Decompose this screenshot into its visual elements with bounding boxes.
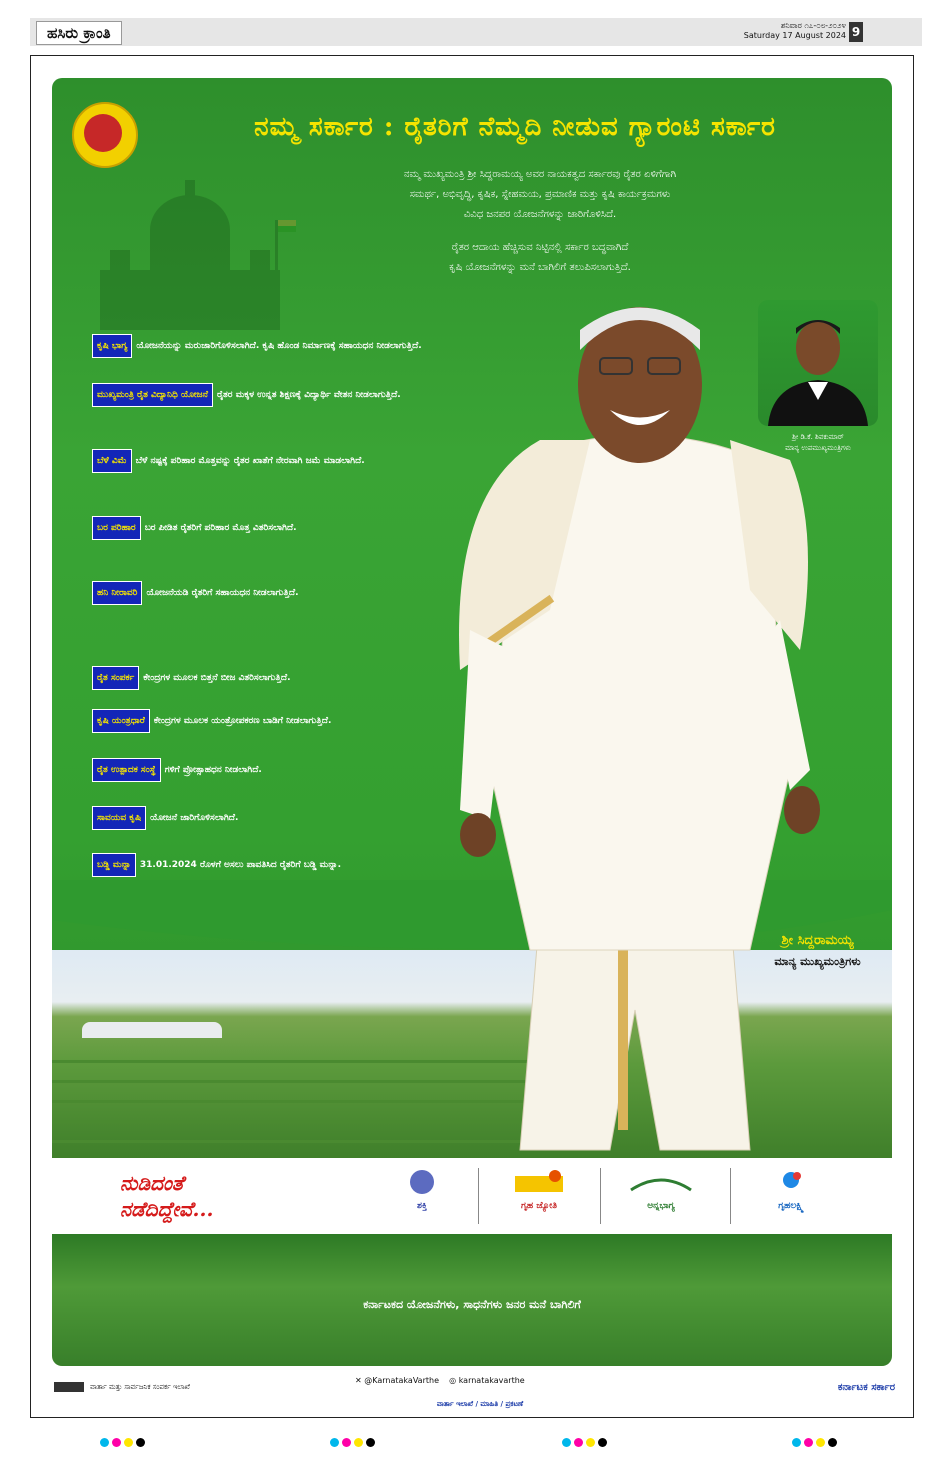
logo-label: ಗೃಹ ಜ್ಯೋತಿ	[520, 1201, 558, 1211]
scheme-tag: ಬರ ಪರಿಹಾರ	[92, 516, 141, 540]
instagram-icon: ◎	[449, 1376, 457, 1385]
scheme-tag: ಮುಖ್ಯಮಂತ್ರಿ ರೈತ ವಿದ್ಯಾನಿಧಿ ಯೋಜನೆ	[92, 383, 213, 407]
issue-date-en: Saturday 17 August 2024	[743, 31, 846, 40]
intro-line: ಕೃಷಿ ಯೋಜನೆಗಳನ್ನು ಮನೆ ಬಾಗಿಲಿಗೆ ತಲುಪಿಸಲಾಗುತ್ತಿದೆ.	[449, 262, 631, 273]
scheme-item	[92, 666, 452, 690]
scheme-item	[92, 758, 482, 782]
ad-headline: ನಮ್ಮ ಸರ್ಕಾರ : ರೈತರಿಗೆ ನೆಮ್ಮದಿ ನೀಡುವ ಗ್ಯಾರಂಟಿ ಸರ್ಕಾರ	[254, 112, 776, 142]
anna-bhagya-logo-icon	[626, 1168, 696, 1198]
dept-logo-icon	[54, 1382, 84, 1392]
newspaper-title: ಹಸಿರು ಕ್ರಾಂತಿ	[36, 21, 122, 45]
deputy-cm-role: ಮಾನ್ಯ ಉಪಮುಖ್ಯಮಂತ್ರಿಗಳು	[785, 444, 851, 452]
scheme-text: ಯೋಜನೆಯಡಿ ರೈತರಿಗೆ ಸಹಾಯಧನ ನೀಡಲಾಗುತ್ತಿದೆ.	[146, 588, 299, 598]
color-registration-marks	[562, 1438, 607, 1450]
scheme-tag: ಸಾವಯವ ಕೃಷಿ	[92, 806, 146, 830]
chief-minister-photo	[430, 290, 850, 1160]
scheme-text: ಬರ ಪೀಡಿತ ರೈತರಿಗೆ ಪರಿಹಾರ ಮೊತ್ತ ವಿತರಿಸಲಾಗಿದೆ.	[144, 523, 297, 533]
cm-name: ಶ್ರೀ ಸಿದ್ದರಾಮಯ್ಯ	[781, 933, 854, 948]
scheme-tag: ಹನಿ ನೀರಾವರಿ	[92, 581, 142, 605]
gruha-lakshmi-logo-icon	[761, 1168, 821, 1198]
issue-date	[736, 21, 846, 41]
footer-credits: ವಾರ್ತಾ ಇಲಾಖೆ / ಮಾಹಿತಿ / ಪ್ರಕಟಣೆ	[436, 1400, 524, 1408]
slogan	[120, 1170, 310, 1222]
scheme-text: ಯೋಜನೆ ಜಾರಿಗೊಳಿಸಲಾಗಿದೆ.	[150, 813, 239, 823]
slogan-line-1: ನುಡಿದಂತೆ	[120, 1171, 184, 1195]
scheme-text: ಕೇಂದ್ರಗಳ ಮೂಲಕ ಯಂತ್ರೋಪಕರಣ ಬಾಡಿಗೆ ನೀಡಲಾಗುತ್ತಿದೆ.	[153, 716, 332, 726]
issue-date-kn: ಶನಿವಾರ ೧೭-೦೮-೨೦೨೪	[780, 21, 846, 30]
logo-label: ಗೃಹಲಕ್ಷ್ಮಿ	[778, 1201, 804, 1211]
color-registration-marks	[792, 1438, 837, 1450]
page-number: 9	[849, 22, 863, 42]
intro-line: ನಮ್ಮ ಮುಖ್ಯಮಂತ್ರಿ ಶ್ರೀ ಸಿದ್ದರಾಮಯ್ಯ ಅವರ ನಾಯಕತ್ವದ ಸರ್ಕಾರವು ರೈತರ ಏಳಿಗೆಗಾಗಿ	[403, 169, 677, 180]
scheme-tag: ಕೃಷಿ ಯಂತ್ರಧಾರೆ	[92, 709, 150, 733]
scheme-tag: ಬಡ್ಡಿ ಮನ್ನಾ	[92, 853, 136, 877]
gruha-jyothi-logo	[478, 1168, 599, 1224]
cm-title: ಮಾನ್ಯ ಮುಖ್ಯಮಂತ್ರಿಗಳು	[774, 955, 861, 968]
logo-label: ಶಕ್ತಿ	[417, 1201, 427, 1211]
scheme-item	[92, 709, 462, 733]
scheme-text: ಯೋಜನೆಯನ್ನು ಮರುಜಾರಿಗೊಳಿಸಲಾಗಿದೆ. ಕೃಷಿ ಹೊಂಡ ನಿರ್ಮಾಣಕ್ಕೆ ಸಹಾಯಧನ ನೀಡಲಾಗುತ್ತಿದೆ.	[136, 341, 422, 351]
slogan-line-2: ನಡೆದಿದ್ದೇವೆ...	[120, 1197, 214, 1221]
anna-bhagya-logo	[600, 1168, 721, 1224]
intro-line: ರೈತರ ಆದಾಯ ಹೆಚ್ಚಿಸುವ ನಿಟ್ಟಿನಲ್ಲಿ ಸರ್ಕಾರ ಬದ್ಧವಾಗಿದೆ	[451, 242, 629, 253]
scheme-text: ಗಳಿಗೆ ಪ್ರೋತ್ಸಾಹಧನ ನೀಡಲಾಗಿದೆ.	[164, 765, 262, 775]
color-registration-marks	[100, 1438, 145, 1450]
gruha-jyothi-logo-icon	[509, 1168, 569, 1198]
scheme-tag: ರೈತ ಉತ್ಪಾದಕ ಸಂಸ್ಥೆ	[92, 758, 161, 782]
x-icon: ✕	[355, 1376, 362, 1385]
crop-banner-text: ಕರ್ನಾಟಕದ ಯೋಜನೆಗಳು, ಸಾಧನೆಗಳು ಜನರ ಮನೆ ಬಾಗಿಲಿಗೆ	[363, 1298, 581, 1311]
footer-left-text: ವಾರ್ತಾ ಮತ್ತು ಸಾರ್ವಜನಿಕ ಸಂಪರ್ಕ ಇಲಾಖೆ	[90, 1383, 190, 1391]
scheme-tag: ಬೆಳೆ ವಿಮೆ	[92, 449, 132, 473]
scheme-text: 31.01.2024 ರೊಳಗೆ ಅಸಲು ಪಾವತಿಸಿದ ರೈತರಿಗೆ ಬಡ್ಡಿ ಮನ್ನಾ.	[139, 860, 342, 870]
shakti-logo-icon	[402, 1168, 442, 1198]
scheme-tag: ಕೃಷಿ ಭಾಗ್ಯ	[92, 334, 132, 358]
gruha-lakshmi-logo	[730, 1168, 851, 1224]
scheme-text: ಕೇಂದ್ರಗಳ ಮೂಲಕ ಬಿತ್ತನೆ ಬೀಜ ವಿತರಿಸಲಾಗುತ್ತಿದೆ.	[143, 673, 291, 683]
scheme-tag: ರೈತ ಸಂಪರ್ಕ	[92, 666, 139, 690]
scheme-item	[92, 581, 452, 605]
footer-social-links	[355, 1376, 615, 1385]
shakti-logo	[362, 1168, 482, 1224]
scheme-text: ರೈತರ ಮಕ್ಕಳ ಉನ್ನತ ಶಿಕ್ಷಣಕ್ಕೆ ವಿದ್ಯಾರ್ಥಿ ವೇತನ ನೀಡಲಾಗುತ್ತಿದೆ.	[216, 390, 401, 400]
deputy-cm-name: ಶ್ರೀ ಡಿ.ಕೆ. ಶಿವಕುಮಾರ್	[792, 433, 844, 441]
seal-emblem-icon	[84, 114, 122, 152]
intro-line: ವಿವಿಧ ಜನಪರ ಯೋಜನೆಗಳನ್ನು ಜಾರಿಗೊಳಿಸಿದೆ.	[463, 209, 617, 220]
social-handle: @KarnatakaVarthe	[364, 1376, 439, 1385]
footer-government: ಕರ್ನಾಟಕ ಸರ್ಕಾರ	[837, 1382, 895, 1393]
logo-label: ಅನ್ನಭಾಗ್ಯ	[647, 1201, 675, 1211]
intro-line: ಸಮರ್ಥ, ಅಭಿವೃದ್ಧಿ, ಕೃಷಿಕ, ಸ್ನೇಹಮಯ, ಪ್ರಮಾಣಿಕ ಮತ್ತು ಕೃಷಿ ಕಾರ್ಯಕ್ರಮಗಳು	[409, 189, 671, 200]
social-handle: karnatakavarthe	[458, 1376, 525, 1385]
scheme-text: ಬೆಳೆ ನಷ್ಟಕ್ಕೆ ಪರಿಹಾರ ಮೊತ್ತವನ್ನು ರೈತರ ಖಾತೆಗೆ ನೇರವಾಗಿ ಜಮೆ ಮಾಡಲಾಗಿದೆ.	[135, 456, 365, 466]
color-registration-marks	[330, 1438, 375, 1450]
footer-department-logo	[54, 1382, 294, 1392]
